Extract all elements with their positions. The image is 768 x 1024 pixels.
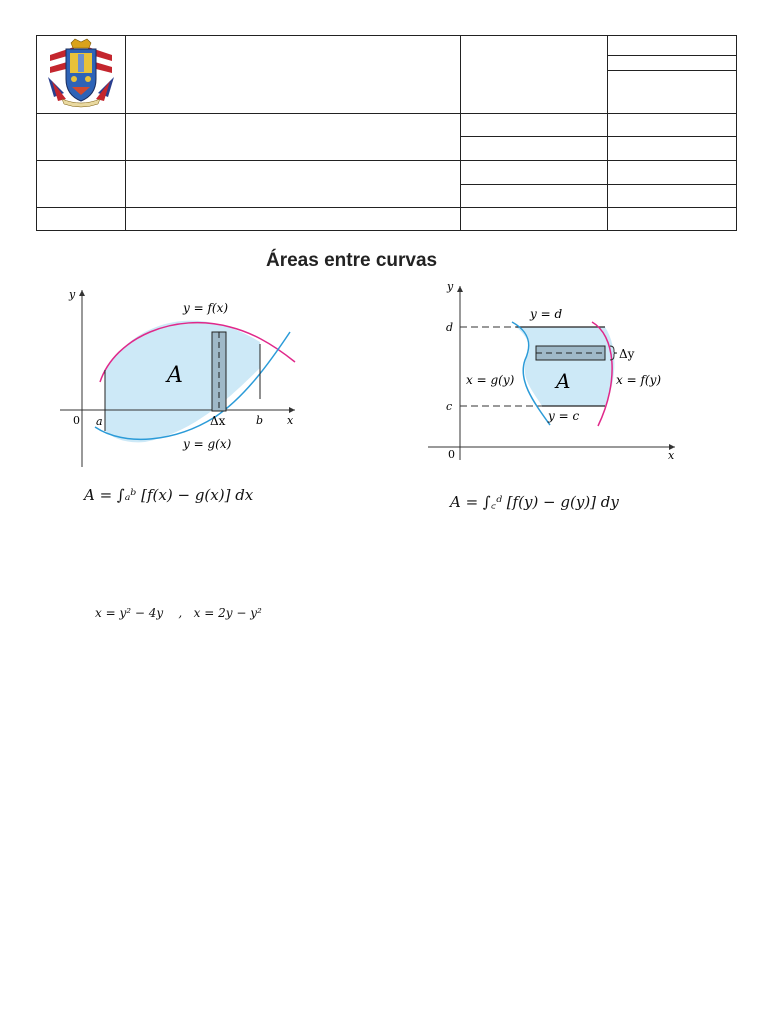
row-label-3 bbox=[37, 207, 126, 230]
right-f-label: x = f(y) bbox=[616, 373, 662, 387]
left-x-axis-label: x bbox=[287, 414, 294, 427]
right-d-line-label: y = d bbox=[530, 307, 563, 321]
right-c-line-label: y = c bbox=[548, 409, 580, 423]
left-region-label: A bbox=[167, 363, 183, 388]
row-value-2b bbox=[608, 184, 737, 207]
right-g-label: x = g(y) bbox=[466, 373, 515, 387]
right-delta-label: Δy bbox=[619, 347, 635, 361]
figure-area-vertical-strips bbox=[55, 282, 305, 472]
row-value-1a bbox=[608, 114, 737, 137]
header-code-cell bbox=[461, 36, 608, 114]
header-page-cell bbox=[608, 71, 737, 114]
row-label-2a bbox=[461, 160, 608, 184]
right-integral-formula: A = ∫꜀ᵈ [f(y) − g(y)] dy bbox=[450, 493, 619, 511]
figure-area-horizontal-strips bbox=[420, 280, 690, 470]
header-date-cell bbox=[608, 56, 737, 71]
header-version-cell bbox=[608, 36, 737, 56]
left-f-label: y = f(x) bbox=[183, 301, 229, 315]
left-b-label: b bbox=[256, 414, 264, 427]
row-value-2a bbox=[608, 160, 737, 184]
right-c-label: c bbox=[446, 400, 453, 413]
left-y-axis-label: y bbox=[69, 288, 76, 301]
left-origin-label: 0 bbox=[73, 414, 80, 427]
row-value-1b bbox=[608, 137, 737, 160]
region-A-right bbox=[516, 327, 614, 406]
right-origin-label: 0 bbox=[448, 448, 455, 461]
row-value-3 bbox=[126, 207, 461, 230]
page-title: Áreas entre curvas bbox=[266, 250, 438, 271]
exercise-equations: x = y² − 4y , x = 2y − y² bbox=[95, 606, 262, 620]
right-d-label: d bbox=[446, 321, 454, 334]
row-label-3a bbox=[461, 207, 608, 230]
header-title-cell bbox=[126, 36, 461, 114]
left-a-label: a bbox=[96, 415, 103, 428]
right-region-label: A bbox=[556, 369, 571, 393]
row-label-1 bbox=[37, 114, 126, 160]
left-g-label: y = g(x) bbox=[183, 437, 232, 451]
row-label-1a bbox=[461, 114, 608, 137]
row-value-1 bbox=[126, 114, 461, 160]
row-label-2 bbox=[37, 160, 126, 207]
row-value-2 bbox=[126, 160, 461, 207]
row-value-3a bbox=[608, 207, 737, 230]
right-x-axis-label: x bbox=[668, 449, 675, 462]
left-integral-formula: A = ∫ₐᵇ [f(x) − g(x)] dx bbox=[84, 486, 254, 504]
header-form-table bbox=[36, 35, 737, 231]
institution-crest-icon bbox=[44, 37, 118, 109]
right-y-axis-label: y bbox=[447, 280, 454, 293]
row-label-2b bbox=[461, 184, 608, 207]
row-label-1b bbox=[461, 137, 608, 160]
logo-cell bbox=[37, 36, 126, 114]
left-delta-label: Δx bbox=[210, 414, 226, 428]
